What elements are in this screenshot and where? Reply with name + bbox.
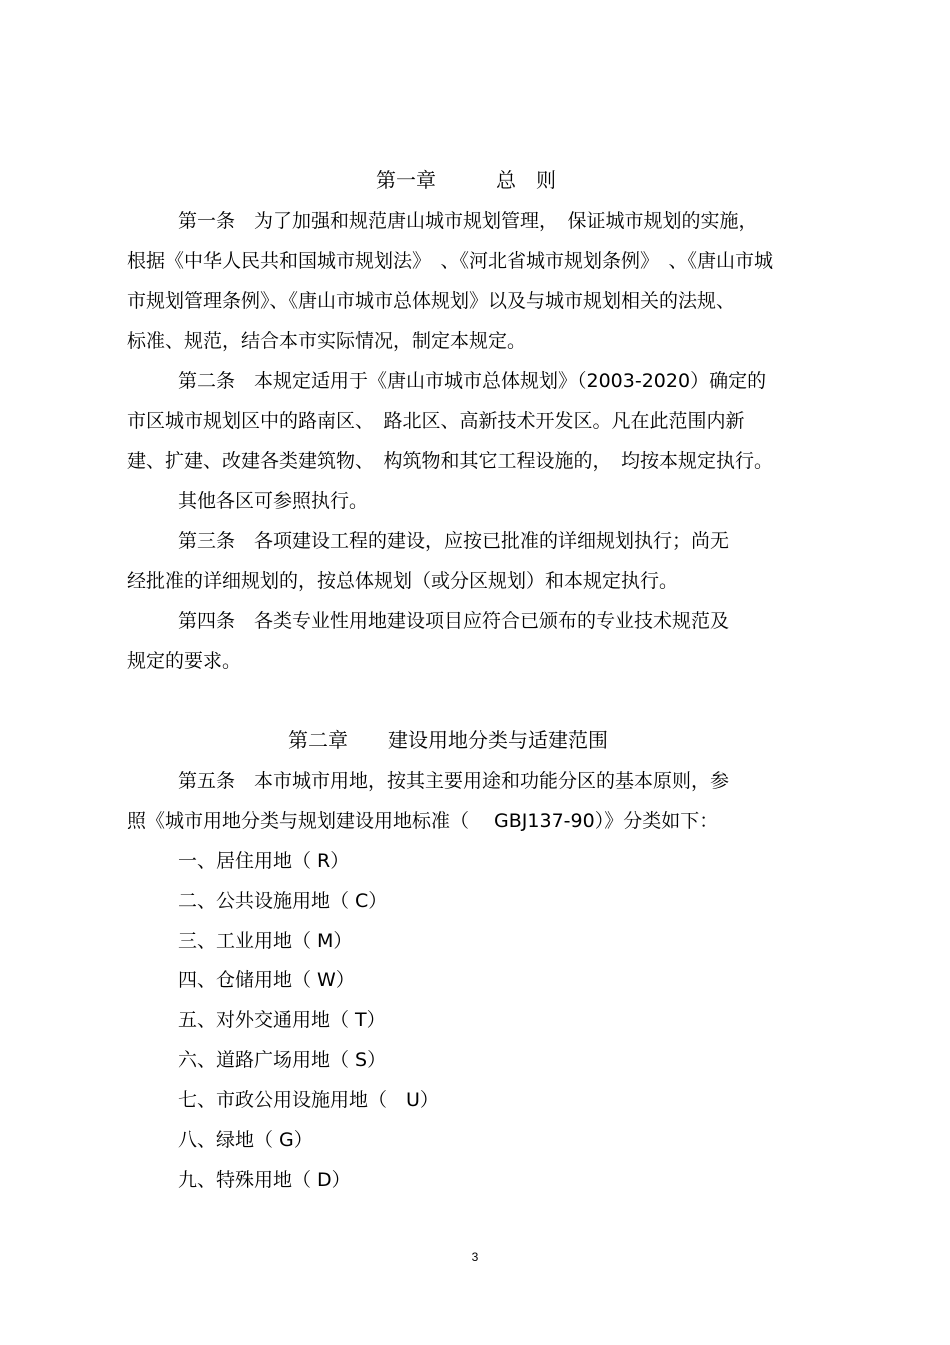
article-3-line-2: 经批准的详细规划的，按总体规划（或分区规划）和本规定执行。	[127, 570, 679, 592]
article-5-line-1: 第五条 本市城市用地，按其主要用途和功能分区的基本原则，参	[178, 770, 730, 792]
article-5-line-2: 照《城市用地分类与规划建设用地标准（ GBJ137-90）》分类如下：	[127, 810, 719, 832]
land-category-public-facilities: 二、公共设施用地（ C）	[178, 890, 388, 912]
article-1-line-4: 标准、规范，结合本市实际情况，制定本规定。	[127, 330, 527, 352]
article-2-line-4: 其他各区可参照执行。	[178, 490, 369, 512]
land-category-residential: 一、居住用地（ R）	[178, 850, 350, 872]
land-category-special: 九、特殊用地（ D）	[178, 1169, 351, 1191]
land-category-industrial: 三、工业用地（ M）	[178, 930, 353, 952]
article-2-line-3: 建、扩建、改建各类建筑物、 构筑物和其它工程设施的， 均按本规定执行。	[127, 450, 774, 472]
article-3-line-1: 第三条 各项建设工程的建设，应按已批准的详细规划执行；尚无	[178, 530, 730, 552]
chapter-2-heading: 第二章 建设用地分类与适建范围	[288, 728, 608, 752]
article-4-line-1: 第四条 各类专业性用地建设项目应符合已颁布的专业技术规范及	[178, 610, 730, 632]
article-1-line-3: 市规划管理条例》、《唐山市城市总体规划》以及与城市规划相关的法规、	[127, 290, 736, 312]
land-category-roads-squares: 六、道路广场用地（ S）	[178, 1049, 387, 1071]
article-2-line-2: 市区城市规划区中的路南区、 路北区、高新技术开发区。凡在此范围内新	[127, 410, 745, 432]
land-category-green-space: 八、绿地（ G）	[178, 1129, 313, 1151]
article-1-line-2: 根据《中华人民共和国城市规划法》 、《河北省城市规划条例》 、《唐山市城	[127, 250, 774, 272]
land-category-municipal-utilities: 七、市政公用设施用地（ U）	[178, 1089, 439, 1111]
article-1-line-1: 第一条 为了加强和规范唐山城市规划管理， 保证城市规划的实施，	[178, 210, 758, 232]
page-number: 3	[471, 1250, 479, 1264]
article-2-line-1: 第二条 本规定适用于《唐山市城市总体规划》（2003-2020）确定的	[178, 370, 767, 392]
chapter-1-heading: 第一章 总 则	[376, 168, 556, 192]
article-4-line-2: 规定的要求。	[127, 650, 242, 672]
land-category-external-transport: 五、对外交通用地（ T）	[178, 1009, 386, 1031]
land-category-warehouse: 四、仓储用地（ W）	[178, 969, 355, 991]
